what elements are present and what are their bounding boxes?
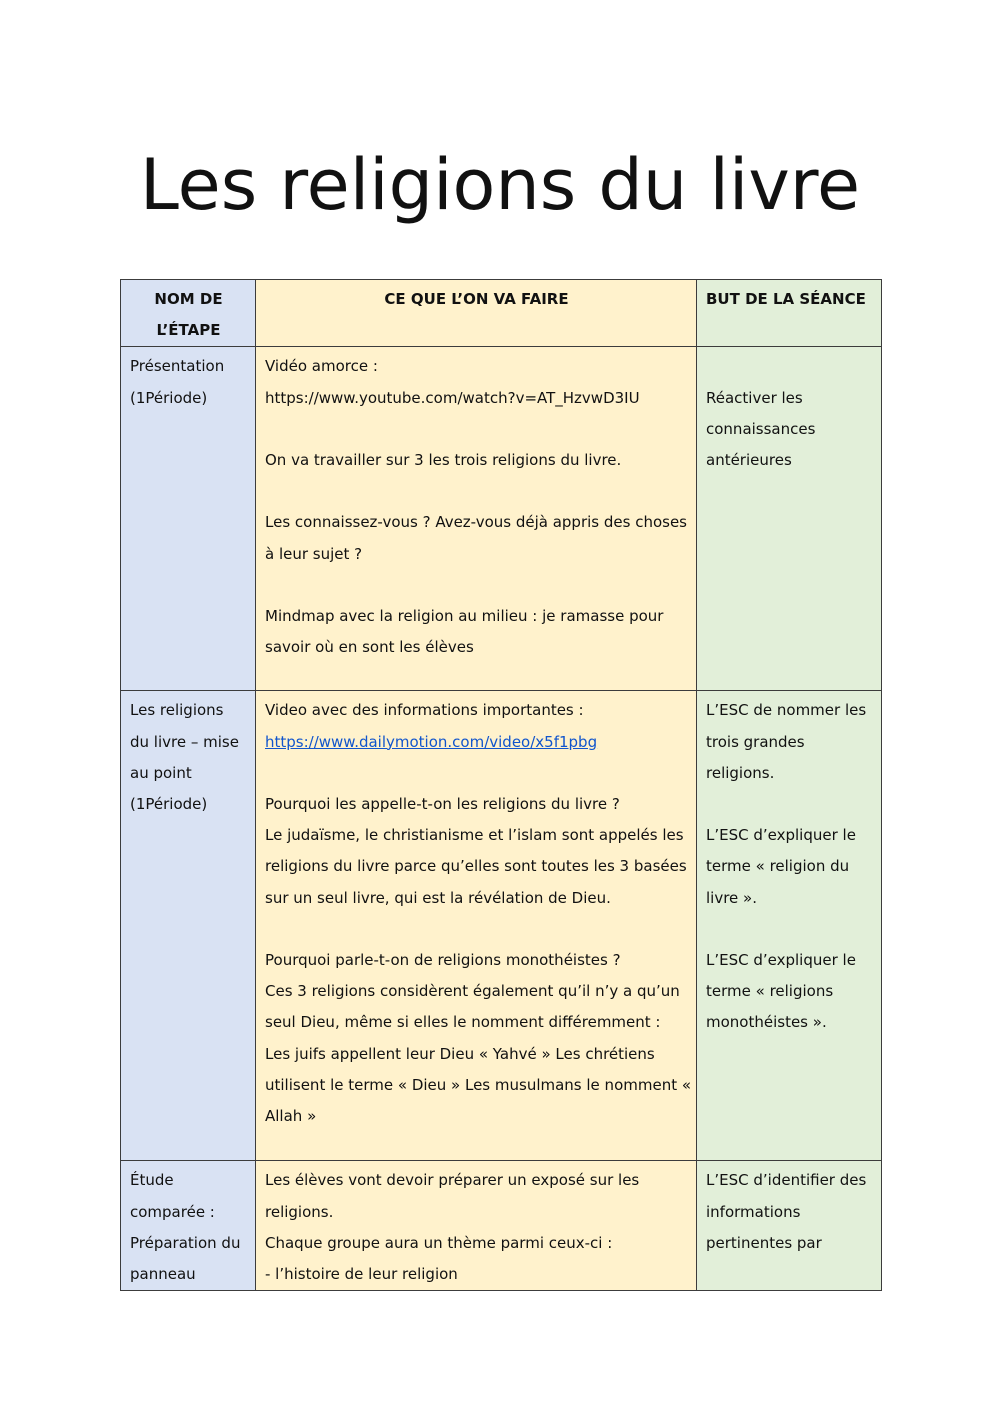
stage-cell: Les religions du livre – mise au point (1Période) [121, 691, 256, 1161]
page-title: Les religions du livre [139, 144, 861, 226]
table-row [121, 1161, 882, 1291]
activity-cell: Vidéo amorce : https://www.youtube.com/watch?v=AT_HzvwD3IU On va travailler sur 3 les trois religions du livre. Les connaissez-vous ? Avez-vous déjà appris des choses à leur sujet ? Mindmap avec la religion au milieu : je ramasse pour savoir où en sont les élèves [256, 347, 697, 691]
dailymotion-link[interactable]: https://www.dailymotion.com/video/x5f1pbg [265, 732, 598, 751]
goal-cell: Réactiver les connaissances antérieures [697, 347, 882, 691]
table-row [121, 691, 882, 1161]
activity-cell: Les élèves vont devoir préparer un exposé sur les religions. Chaque groupe aura un thème parmi ceux-ci : - l’histoire de leur religion [256, 1161, 697, 1291]
header-goal: BUT DE LA SÉANCE [697, 280, 882, 347]
stage-cell: Présentation (1Période) [121, 347, 256, 691]
goal-cell: L’ESC d’identifier des informations pertinentes par [697, 1161, 882, 1291]
table-header-row [121, 280, 882, 347]
youtube-url: https://www.youtube.com/watch?v=AT_HzvwD3IU [265, 388, 640, 407]
header-stage-name: NOM DE L’ÉTAPE [121, 280, 256, 347]
table-row [121, 347, 882, 691]
activity-cell: Video avec des informations importantes : https://www.dailymotion.com/video/x5f1pbg Pourquoi les appelle-t-on les religions du livre ? Le judaïsme, le christianisme et l’islam sont appelés les religions du livre parce qu’elles sont toutes les 3 basées sur un seul livre, qui est la révélation de Dieu. Pourquoi parle-t-on de religions monothéistes ? Ces 3 religions considèrent également qu’il n’y a qu’un seul Dieu, même si elles le nomment différemment : Les juifs appellent leur Dieu « Yahvé » Les chrétiens utilisent le terme « Dieu » Les musulmans le nomment « Allah » [256, 691, 697, 1161]
stage-cell: Étude comparée : Préparation du panneau [121, 1161, 256, 1291]
header-activity: CE QUE L’ON VA FAIRE [256, 280, 697, 347]
lesson-plan-table [120, 279, 882, 1291]
goal-cell: L’ESC de nommer les trois grandes religions. L’ESC d’expliquer le terme « religion du livre ». L’ESC d’expliquer le terme « religions monothéistes ». [697, 691, 882, 1161]
